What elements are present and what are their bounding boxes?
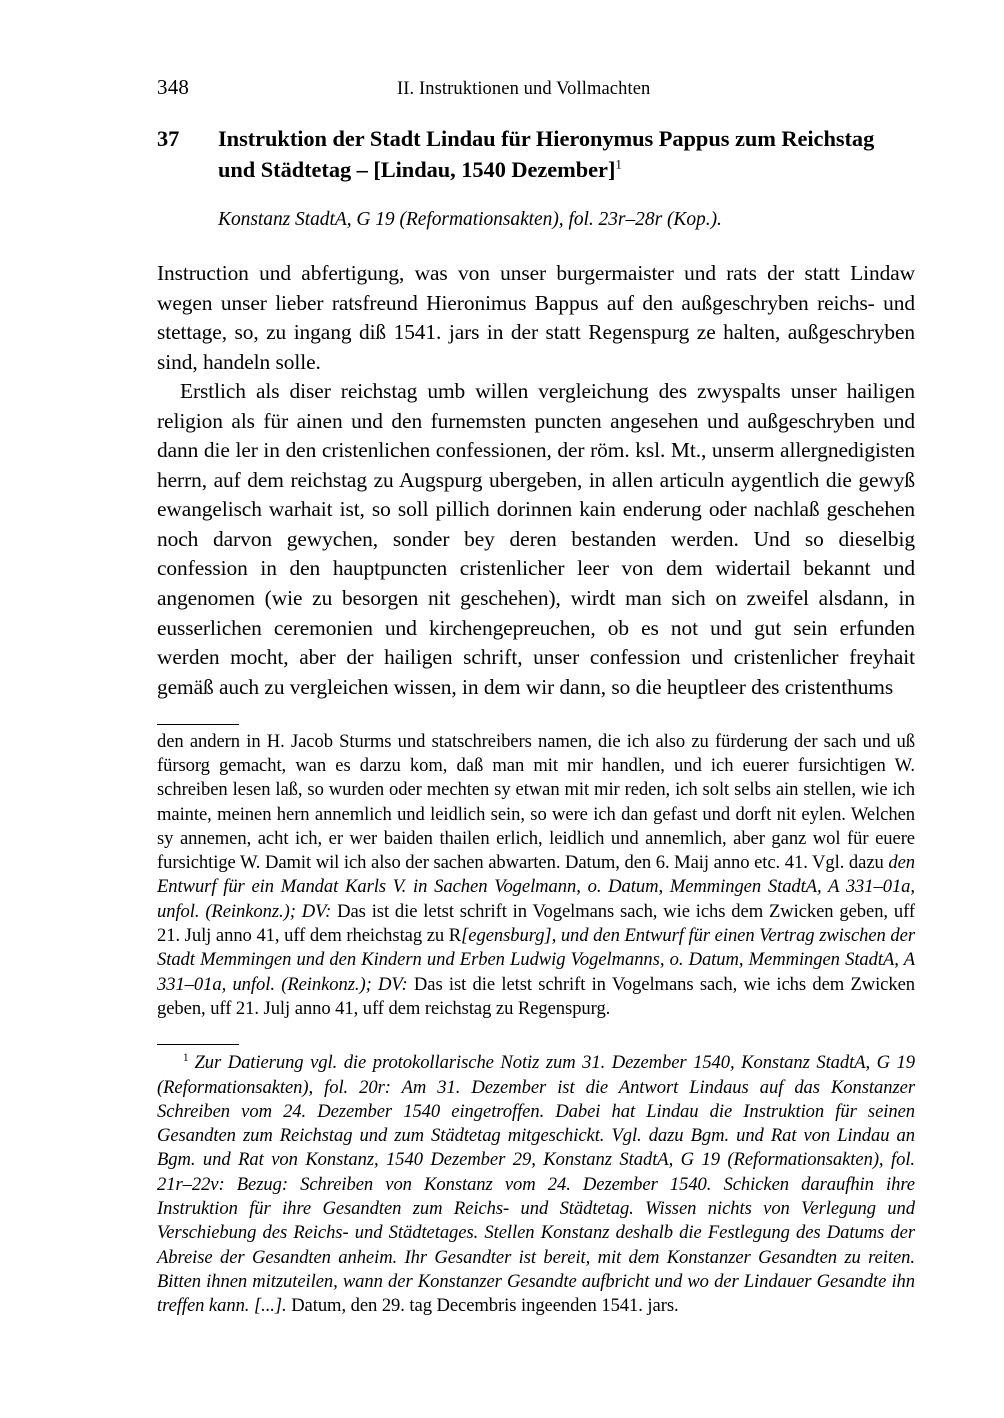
archival-source-line: Konstanz StadtA, G 19 (Reformationsakten), fol. 23r–28r (Kop.). bbox=[218, 209, 722, 230]
item-title bbox=[157, 124, 915, 185]
footnote-continuation-block bbox=[157, 724, 915, 1022]
body-text bbox=[157, 259, 915, 702]
page-content bbox=[157, 0, 915, 1319]
footnote-1-body: Zur Datierung vgl. die protokollarische Notiz zum 31. Dezember 1540, Konstanz StadtA, G 19 (Reformationsakten), fol. 20r: Am 31. Dezember ist die Antwort Lindaus auf das Konstanzer Schreiben vom 24. Dezember 1540 eingetroffen. Dabei hat Lindau die Instruktion für seinen Gesandten zum Reichstag und zum Städtetag mitgeschickt. Vgl. dazu Bgm. und Rat von Lindau an Bgm. und Rat von Konstanz, 1540 Dezember 29, Konstanz StadtA, G 19 (Reformationsakten), fol. 21r–22v: Bezug: Schreiben von Konstanz vom 24. Dezember 1540. Schicken daraufhin ihre Instruktion für ihre Gesandten zum Reichs- und Städtetag. Wissen nichts von Verlegung und Verschiebung des Reichs- und Städtetages. Stellen Konstanz deshalb die Festlegung des Datums der Abreise der Gesandten anheim. Ihr Gesandter ist bereit, mit dem Konstanzer Gesandten zu reiten. Bitten ihnen mitzuteilen, wann der Konstanzer Gesandte aufbricht und wo der Lindauer Gesandte ihn treffen kann. [...]. Datum, den 29. tag Decembris ingeenden 1541. jars. bbox=[157, 1052, 915, 1317]
item-number: 37 bbox=[157, 126, 180, 151]
item-title-line-1: Instruktion der Stadt Lindau für Hieronymus Pappus zum Reichstag bbox=[218, 126, 875, 151]
body-paragraph-1: Instruction und abfertigung, was von unser burgermaister und rats der statt Lindaw wegen unser lieber ratsfreund Hieronimus Bappus auf den außgeschryben reichs- und stettage, so, zu ingang diß 1541. jars in der statt Regenspurg ze halten, außgeschryben sind, handeln solle. bbox=[157, 261, 915, 374]
footnote-1-text bbox=[157, 1045, 915, 1318]
title-footnote-marker: 1 bbox=[615, 156, 622, 172]
item-title-line-2: und Städtetag – [Lindau, 1540 Dezember] bbox=[218, 156, 616, 182]
body-paragraph-2: Erstlich als diser reichstag umb willen vergleichung des zwyspalts unser hailigen religion als für ainen und den furnemsten puncten angesehen und außgeschryben und dann die ler in den cristenlichen confessionen, der röm. ksl. Mt., unserm allergnedigisten herrn, auf dem reichstag zu Augspurg ubergeben, in allen articuln aygentlich die gewyß ewangelisch warhait ist, so soll pillich dorinnen kain enderung oder nachlaß geschehen noch darvon gewychen, sonder bey deren bestanden werden. Und so dieselbig confession in den hauptpuncten cristenlicher leer von dem widertail bekannt und angenomen (wie zu besorgen nit geschehen), wirdt man sich on zweifel alsdann, in eusserlichen ceremonien und kirchengepreuchen, ob es not und gut sein erfunden werden mocht, aber der hailigen schrift, unser confession und cristenlicher freyhait gemäß auch zu vergleichen wissen, in dem wir dann, so die heuptleer des cristenthums bbox=[157, 379, 915, 699]
page-number: 348 bbox=[157, 75, 190, 99]
running-head-title: II. Instruktionen und Vollmachten bbox=[397, 79, 651, 99]
footnote-1-block bbox=[157, 1044, 915, 1318]
footnote-1-marker: 1 bbox=[183, 1052, 189, 1065]
footnote-continuation-text: den andern in H. Jacob Sturms und statschreibers namen, die ich also zu fürderung der sach und uß fürsorg gemacht, wan es darzu kom, daß man mit mir handlen, und ich euerer fursichtigen W. schreiben lesen laß, so wurden oder mechten sy etwan mit mir reden, ich solt selbs ain stellen, wie ich mainte, meinen hern annemlich und leidlich sein, so were ich dan gefast und dorft nit eylen. Welchen sy annemen, acht ich, er wer baiden thailen erlich, leidlich und annemlich, aber ganz wol für euere fursichtige W. Damit wil ich also der sachen abwarten. Datum, den 6. Maij anno etc. 41. Vgl. dazu den Entwurf für ein Mandat Karls V. in Sachen Vogelmann, o. Datum, Memmingen StadtA, A 331–01a, unfol. (Reinkonz.); DV: Das ist die letst schrift in Vogelmans sach, wie ichs dem Zwicken geben, uff 21. Julj anno 41, uff dem rheichstag zu R[egensburg], und den Entwurf für einen Vertrag zwischen der Stadt Memmingen und den Kindern und Erben Ludwig Vogelmanns, o. Datum, Memmingen StadtA, A 331–01a, unfol. (Reinkonz.); DV: Das ist die letst schrift in Vogelmans sach, wie ichs dem Zwicken geben, uff 21. Julj anno 41, uff dem reichstag zu Regenspurg. bbox=[157, 730, 916, 1019]
running-head bbox=[157, 74, 915, 110]
